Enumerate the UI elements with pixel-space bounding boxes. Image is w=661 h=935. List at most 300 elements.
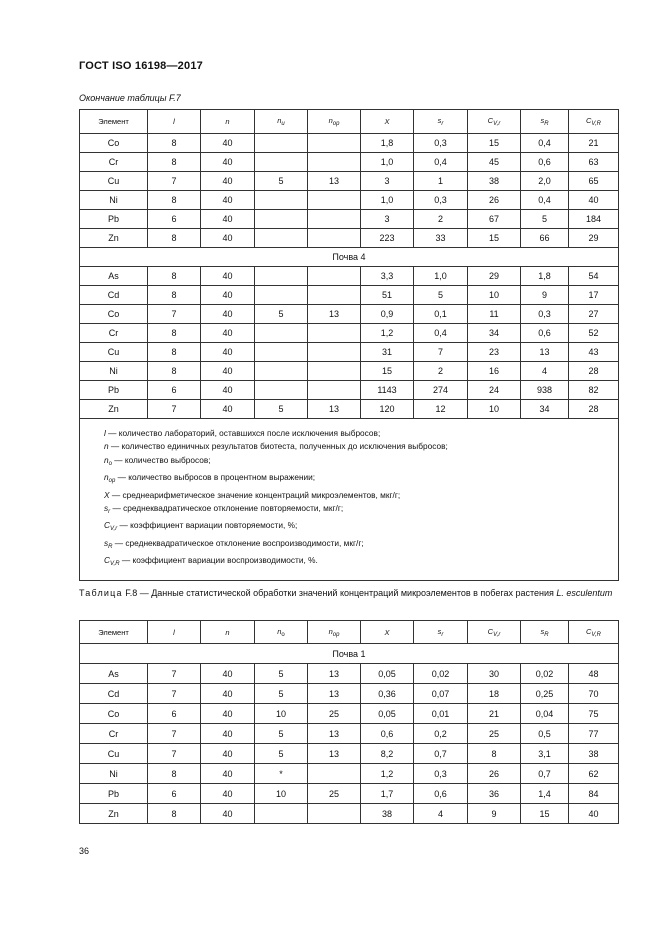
table-row	[80, 684, 619, 704]
table-header-row	[80, 621, 619, 644]
cell-l: 8	[148, 286, 201, 305]
cell-x: 31	[361, 343, 414, 362]
cell-x: 1,7	[361, 784, 414, 804]
cell-n: 40	[201, 784, 255, 804]
table-row	[80, 764, 619, 784]
cell-n-o: 5	[255, 684, 308, 704]
header-l: l	[148, 110, 201, 134]
cell-n: 40	[201, 172, 255, 191]
cell-s-R: 0,04	[521, 704, 569, 724]
cell-n-op	[308, 362, 361, 381]
header-n: n	[201, 110, 255, 134]
cell-element: Ni	[80, 362, 148, 381]
cell-n-op: 13	[308, 744, 361, 764]
header-n: n	[201, 621, 255, 644]
cell-s-R: 9	[521, 286, 569, 305]
legend-line	[104, 440, 610, 453]
cell-s-r: 1	[414, 172, 468, 191]
cell-n: 40	[201, 324, 255, 343]
cell-x: 51	[361, 286, 414, 305]
header-x: X	[361, 621, 414, 644]
cell-cv-r: 10	[468, 286, 521, 305]
cell-l: 8	[148, 764, 201, 784]
cell-x: 1143	[361, 381, 414, 400]
cell-element: Ni	[80, 191, 148, 210]
cell-x: 1,2	[361, 764, 414, 784]
legend-symbol: n	[104, 454, 109, 465]
cell-n-o	[255, 229, 308, 248]
cell-cv-R: 70	[569, 684, 619, 704]
cell-n-op: 25	[308, 784, 361, 804]
cell-cv-r: 30	[468, 664, 521, 684]
legend-line	[104, 502, 610, 519]
cell-n-o: 5	[255, 400, 308, 419]
cell-element: Cu	[80, 343, 148, 362]
cell-n-o: 5	[255, 664, 308, 684]
cell-element: Pb	[80, 784, 148, 804]
cell-n: 40	[201, 684, 255, 704]
cell-element: Cr	[80, 324, 148, 343]
legend-text: — среднеквадратическое отклонение повторяемости, мкг/г;	[110, 503, 344, 514]
section-title: Почва 4	[80, 248, 619, 267]
cell-element: As	[80, 267, 148, 286]
cell-s-R: 0,4	[521, 134, 569, 153]
legend-line	[104, 519, 610, 536]
cell-l: 6	[148, 784, 201, 804]
cell-s-r: 5	[414, 286, 468, 305]
cell-cv-r: 25	[468, 724, 521, 744]
cell-n-op	[308, 229, 361, 248]
cell-n-op	[308, 210, 361, 229]
cell-x: 1,0	[361, 153, 414, 172]
cell-n: 40	[201, 704, 255, 724]
legend-symbol: l	[104, 428, 106, 438]
legend-row	[80, 419, 619, 581]
cell-element: Co	[80, 305, 148, 324]
cell-l: 7	[148, 744, 201, 764]
cell-n-o	[255, 153, 308, 172]
cell-element: Pb	[80, 210, 148, 229]
legend-text: — количество лабораторий, оставшихся после исключения выбросов;	[105, 428, 381, 438]
cell-n-op: 13	[308, 305, 361, 324]
header-x: X	[361, 110, 414, 134]
legend-line	[104, 489, 610, 502]
cell-x: 0,05	[361, 664, 414, 684]
legend-text: — среднеарифметическое значение концентраций микроэлементов, мкг/г;	[109, 489, 401, 500]
legend-line	[104, 537, 610, 554]
legend-symbol-subscript: R	[108, 543, 113, 550]
cell-x: 3	[361, 210, 414, 229]
header-cv-R: $C_{V,R}$	[569, 110, 619, 134]
header-n-op: $n_{op}$	[308, 621, 361, 644]
cell-n-o: *	[255, 764, 308, 784]
page-header: ГОСТ ISO 16198—2017	[79, 60, 203, 72]
cell-l: 8	[148, 191, 201, 210]
cell-element: Pb	[80, 381, 148, 400]
cell-n: 40	[201, 153, 255, 172]
cell-s-R: 0,25	[521, 684, 569, 704]
legend-symbol-subscript: o	[108, 460, 112, 467]
cell-x: 15	[361, 362, 414, 381]
cell-cv-R: 52	[569, 324, 619, 343]
cell-n-o	[255, 804, 308, 824]
cell-s-r: 0,07	[414, 684, 468, 704]
cell-s-r: 0,2	[414, 724, 468, 744]
cell-s-R: 0,3	[521, 305, 569, 324]
table-row	[80, 305, 619, 324]
cell-s-R: 4	[521, 362, 569, 381]
cell-s-r: 0,02	[414, 664, 468, 684]
cell-s-R: 13	[521, 343, 569, 362]
cell-cv-R: 28	[569, 400, 619, 419]
cell-element: Co	[80, 134, 148, 153]
cell-cv-R: 65	[569, 172, 619, 191]
cell-n: 40	[201, 381, 255, 400]
cell-s-R: 938	[521, 381, 569, 400]
cell-l: 7	[148, 724, 201, 744]
header-cv-r: $C_{V,r}$	[468, 621, 521, 644]
legend-symbol-subscript: V,r	[110, 526, 118, 533]
header-element: Элемент	[80, 110, 148, 134]
cell-cv-r: 36	[468, 784, 521, 804]
legend-line	[104, 471, 610, 488]
cell-n-op	[308, 324, 361, 343]
cell-cv-r: 23	[468, 343, 521, 362]
cell-s-r: 0,7	[414, 744, 468, 764]
section-row	[80, 644, 619, 664]
cell-s-R: 0,6	[521, 324, 569, 343]
cell-l: 8	[148, 804, 201, 824]
cell-element: Zn	[80, 229, 148, 248]
cell-cv-R: 82	[569, 381, 619, 400]
cell-s-r: 0,4	[414, 324, 468, 343]
cell-l: 7	[148, 305, 201, 324]
cell-cv-r: 15	[468, 229, 521, 248]
cell-cv-r: 8	[468, 744, 521, 764]
header-s-r: $s_r$	[414, 621, 468, 644]
table-row	[80, 267, 619, 286]
cell-element: Zn	[80, 400, 148, 419]
cell-element: Cd	[80, 684, 148, 704]
table-row	[80, 343, 619, 362]
table-row	[80, 704, 619, 724]
cell-n-o	[255, 134, 308, 153]
cell-n-o	[255, 343, 308, 362]
cell-element: Cr	[80, 153, 148, 172]
legend-symbol-subscript: r	[108, 509, 111, 516]
cell-cv-R: 75	[569, 704, 619, 724]
cell-x: 0,9	[361, 305, 414, 324]
cell-cv-r: 16	[468, 362, 521, 381]
cell-element: Cr	[80, 724, 148, 744]
caption-species: L. esculentum	[556, 588, 613, 598]
header-l: l	[148, 621, 201, 644]
cell-l: 8	[148, 267, 201, 286]
cell-x: 1,2	[361, 324, 414, 343]
cell-s-R: 0,6	[521, 153, 569, 172]
cell-cv-r: 38	[468, 172, 521, 191]
legend-symbol: s	[104, 537, 109, 548]
cell-s-r: 2	[414, 362, 468, 381]
cell-n-op	[308, 267, 361, 286]
table-row	[80, 400, 619, 419]
cell-l: 6	[148, 704, 201, 724]
table-legend	[80, 419, 619, 581]
table-row	[80, 153, 619, 172]
table-row	[80, 664, 619, 684]
cell-n-o: 5	[255, 744, 308, 764]
cell-l: 6	[148, 381, 201, 400]
cell-n: 40	[201, 191, 255, 210]
cell-x: 0,05	[361, 704, 414, 724]
cell-s-R: 1,8	[521, 267, 569, 286]
cell-n-op	[308, 153, 361, 172]
table-f7	[79, 109, 619, 581]
legend-symbol-subscript: V,R	[110, 561, 120, 568]
cell-x: 3,3	[361, 267, 414, 286]
table-row	[80, 381, 619, 400]
legend-text: — количество выбросов;	[111, 454, 211, 465]
cell-x: 1,8	[361, 134, 414, 153]
cell-element: Ni	[80, 764, 148, 784]
cell-l: 7	[148, 172, 201, 191]
cell-cv-R: 28	[569, 362, 619, 381]
cell-cv-r: 34	[468, 324, 521, 343]
cell-l: 6	[148, 210, 201, 229]
cell-n: 40	[201, 724, 255, 744]
cell-n: 40	[201, 267, 255, 286]
legend-text: — количество единичных результатов биотеста, полученных до исключения выбросов;	[108, 441, 448, 452]
header-cv-R: $C_{V,R}$	[569, 621, 619, 644]
cell-cv-R: 27	[569, 305, 619, 324]
legend-symbol: X	[104, 489, 110, 500]
cell-n-op: 13	[308, 684, 361, 704]
table-f8	[79, 620, 619, 824]
header-s-R: $s_R$	[521, 621, 569, 644]
table-row	[80, 324, 619, 343]
cell-n: 40	[201, 362, 255, 381]
cell-n-o	[255, 381, 308, 400]
header-n-o: $n_o$	[255, 621, 308, 644]
cell-n-op: 25	[308, 704, 361, 724]
cell-n: 40	[201, 305, 255, 324]
cell-s-R: 0,4	[521, 191, 569, 210]
cell-l: 7	[148, 684, 201, 704]
table-row	[80, 229, 619, 248]
cell-cv-R: 43	[569, 343, 619, 362]
cell-s-r: 274	[414, 381, 468, 400]
legend-line	[104, 554, 610, 571]
cell-cv-R: 77	[569, 724, 619, 744]
table-row	[80, 724, 619, 744]
cell-x: 38	[361, 804, 414, 824]
cell-x: 3	[361, 172, 414, 191]
cell-n-op: 13	[308, 724, 361, 744]
cell-x: 223	[361, 229, 414, 248]
cell-s-r: 33	[414, 229, 468, 248]
legend-symbol: C	[104, 520, 110, 531]
cell-n-op	[308, 804, 361, 824]
cell-l: 7	[148, 400, 201, 419]
cell-s-r: 0,6	[414, 784, 468, 804]
cell-s-R: 15	[521, 804, 569, 824]
cell-x: 1,0	[361, 191, 414, 210]
section-title: Почва 1	[80, 644, 619, 664]
cell-element: Cd	[80, 286, 148, 305]
cell-cv-r: 10	[468, 400, 521, 419]
table-f8-caption	[79, 588, 616, 599]
cell-s-R: 0,7	[521, 764, 569, 784]
cell-n: 40	[201, 229, 255, 248]
cell-n-op: 13	[308, 400, 361, 419]
cell-cv-r: 26	[468, 764, 521, 784]
cell-s-R: 66	[521, 229, 569, 248]
page-number: 36	[79, 846, 90, 856]
cell-n-o	[255, 324, 308, 343]
cell-n-op	[308, 343, 361, 362]
cell-cv-R: 84	[569, 784, 619, 804]
table-row	[80, 191, 619, 210]
cell-n: 40	[201, 286, 255, 305]
cell-n: 40	[201, 764, 255, 784]
header-element: Элемент	[80, 621, 148, 644]
cell-cv-r: 45	[468, 153, 521, 172]
cell-n-o	[255, 267, 308, 286]
header-s-r: $s_r$	[414, 110, 468, 134]
legend-text: — коэффициент вариации повторяемости, %;	[117, 520, 298, 531]
cell-s-R: 0,02	[521, 664, 569, 684]
cell-x: 0,6	[361, 724, 414, 744]
cell-s-R: 2,0	[521, 172, 569, 191]
cell-cv-R: 38	[569, 744, 619, 764]
cell-n-op	[308, 381, 361, 400]
cell-n-op	[308, 286, 361, 305]
cell-n-o: 5	[255, 724, 308, 744]
cell-s-R: 1,4	[521, 784, 569, 804]
cell-s-r: 12	[414, 400, 468, 419]
cell-n-o	[255, 210, 308, 229]
cell-n-op	[308, 134, 361, 153]
header-s-R: $s_R$	[521, 110, 569, 134]
cell-n: 40	[201, 744, 255, 764]
cell-s-R: 3,1	[521, 744, 569, 764]
cell-s-R: 34	[521, 400, 569, 419]
legend-text: — количество выбросов в процентном выражении;	[115, 472, 316, 483]
table-row	[80, 134, 619, 153]
legend-symbol: n	[104, 472, 109, 483]
cell-n: 40	[201, 664, 255, 684]
caption-text: F.8 — Данные статистической обработки значений концентраций микроэлементов в побегах растения	[122, 588, 557, 598]
legend-symbol-subscript: op	[108, 478, 116, 485]
cell-n: 40	[201, 210, 255, 229]
cell-l: 7	[148, 664, 201, 684]
cell-n-o	[255, 191, 308, 210]
cell-n: 40	[201, 400, 255, 419]
cell-l: 8	[148, 362, 201, 381]
cell-l: 8	[148, 324, 201, 343]
section-row	[80, 248, 619, 267]
cell-n: 40	[201, 804, 255, 824]
cell-n-o: 5	[255, 172, 308, 191]
cell-n-o: 5	[255, 305, 308, 324]
cell-s-r: 0,3	[414, 764, 468, 784]
cell-s-r: 7	[414, 343, 468, 362]
table-row	[80, 362, 619, 381]
legend-symbol: s	[104, 503, 109, 514]
cell-cv-r: 15	[468, 134, 521, 153]
cell-n-op	[308, 191, 361, 210]
table-row	[80, 744, 619, 764]
cell-l: 8	[148, 153, 201, 172]
cell-cv-R: 29	[569, 229, 619, 248]
cell-x: 8,2	[361, 744, 414, 764]
cell-cv-R: 184	[569, 210, 619, 229]
cell-s-R: 0,5	[521, 724, 569, 744]
table-row	[80, 286, 619, 305]
legend-symbol: C	[104, 555, 110, 566]
cell-l: 8	[148, 343, 201, 362]
cell-cv-R: 17	[569, 286, 619, 305]
cell-n-o	[255, 362, 308, 381]
cell-n-o	[255, 286, 308, 305]
cell-cv-r: 26	[468, 191, 521, 210]
caption-label: Таблица	[79, 588, 123, 598]
cell-s-r: 0,01	[414, 704, 468, 724]
cell-s-r: 0,3	[414, 191, 468, 210]
table-row	[80, 172, 619, 191]
cell-n: 40	[201, 343, 255, 362]
cell-n-o: 10	[255, 784, 308, 804]
cell-cv-r: 24	[468, 381, 521, 400]
cell-cv-R: 48	[569, 664, 619, 684]
cell-cv-r: 29	[468, 267, 521, 286]
cell-s-r: 4	[414, 804, 468, 824]
cell-l: 8	[148, 229, 201, 248]
cell-s-r: 2	[414, 210, 468, 229]
table-continuation-title: Окончание таблицы F.7	[79, 93, 181, 103]
cell-n-o: 10	[255, 704, 308, 724]
cell-cv-R: 54	[569, 267, 619, 286]
cell-s-r: 0,4	[414, 153, 468, 172]
cell-cv-R: 62	[569, 764, 619, 784]
cell-element: Cu	[80, 744, 148, 764]
cell-cv-R: 21	[569, 134, 619, 153]
header-n-op: $n_{op}$	[308, 110, 361, 134]
cell-cv-r: 67	[468, 210, 521, 229]
legend-symbol: n	[104, 441, 109, 452]
cell-cv-R: 40	[569, 804, 619, 824]
cell-n-op: 13	[308, 664, 361, 684]
header-cv-r: $C_{V,r}$	[468, 110, 521, 134]
cell-element: Cu	[80, 172, 148, 191]
cell-element: Co	[80, 704, 148, 724]
cell-cv-R: 63	[569, 153, 619, 172]
legend-line	[104, 427, 610, 440]
table-header-row	[80, 110, 619, 134]
cell-s-r: 0,1	[414, 305, 468, 324]
cell-n-op: 13	[308, 172, 361, 191]
legend-text: — коэффициент вариации воспроизводимости, %.	[119, 555, 318, 566]
cell-s-R: 5	[521, 210, 569, 229]
cell-cv-r: 11	[468, 305, 521, 324]
cell-n: 40	[201, 134, 255, 153]
cell-cv-r: 18	[468, 684, 521, 704]
cell-x: 120	[361, 400, 414, 419]
cell-element: As	[80, 664, 148, 684]
table-row	[80, 804, 619, 824]
cell-l: 8	[148, 134, 201, 153]
cell-cv-r: 9	[468, 804, 521, 824]
